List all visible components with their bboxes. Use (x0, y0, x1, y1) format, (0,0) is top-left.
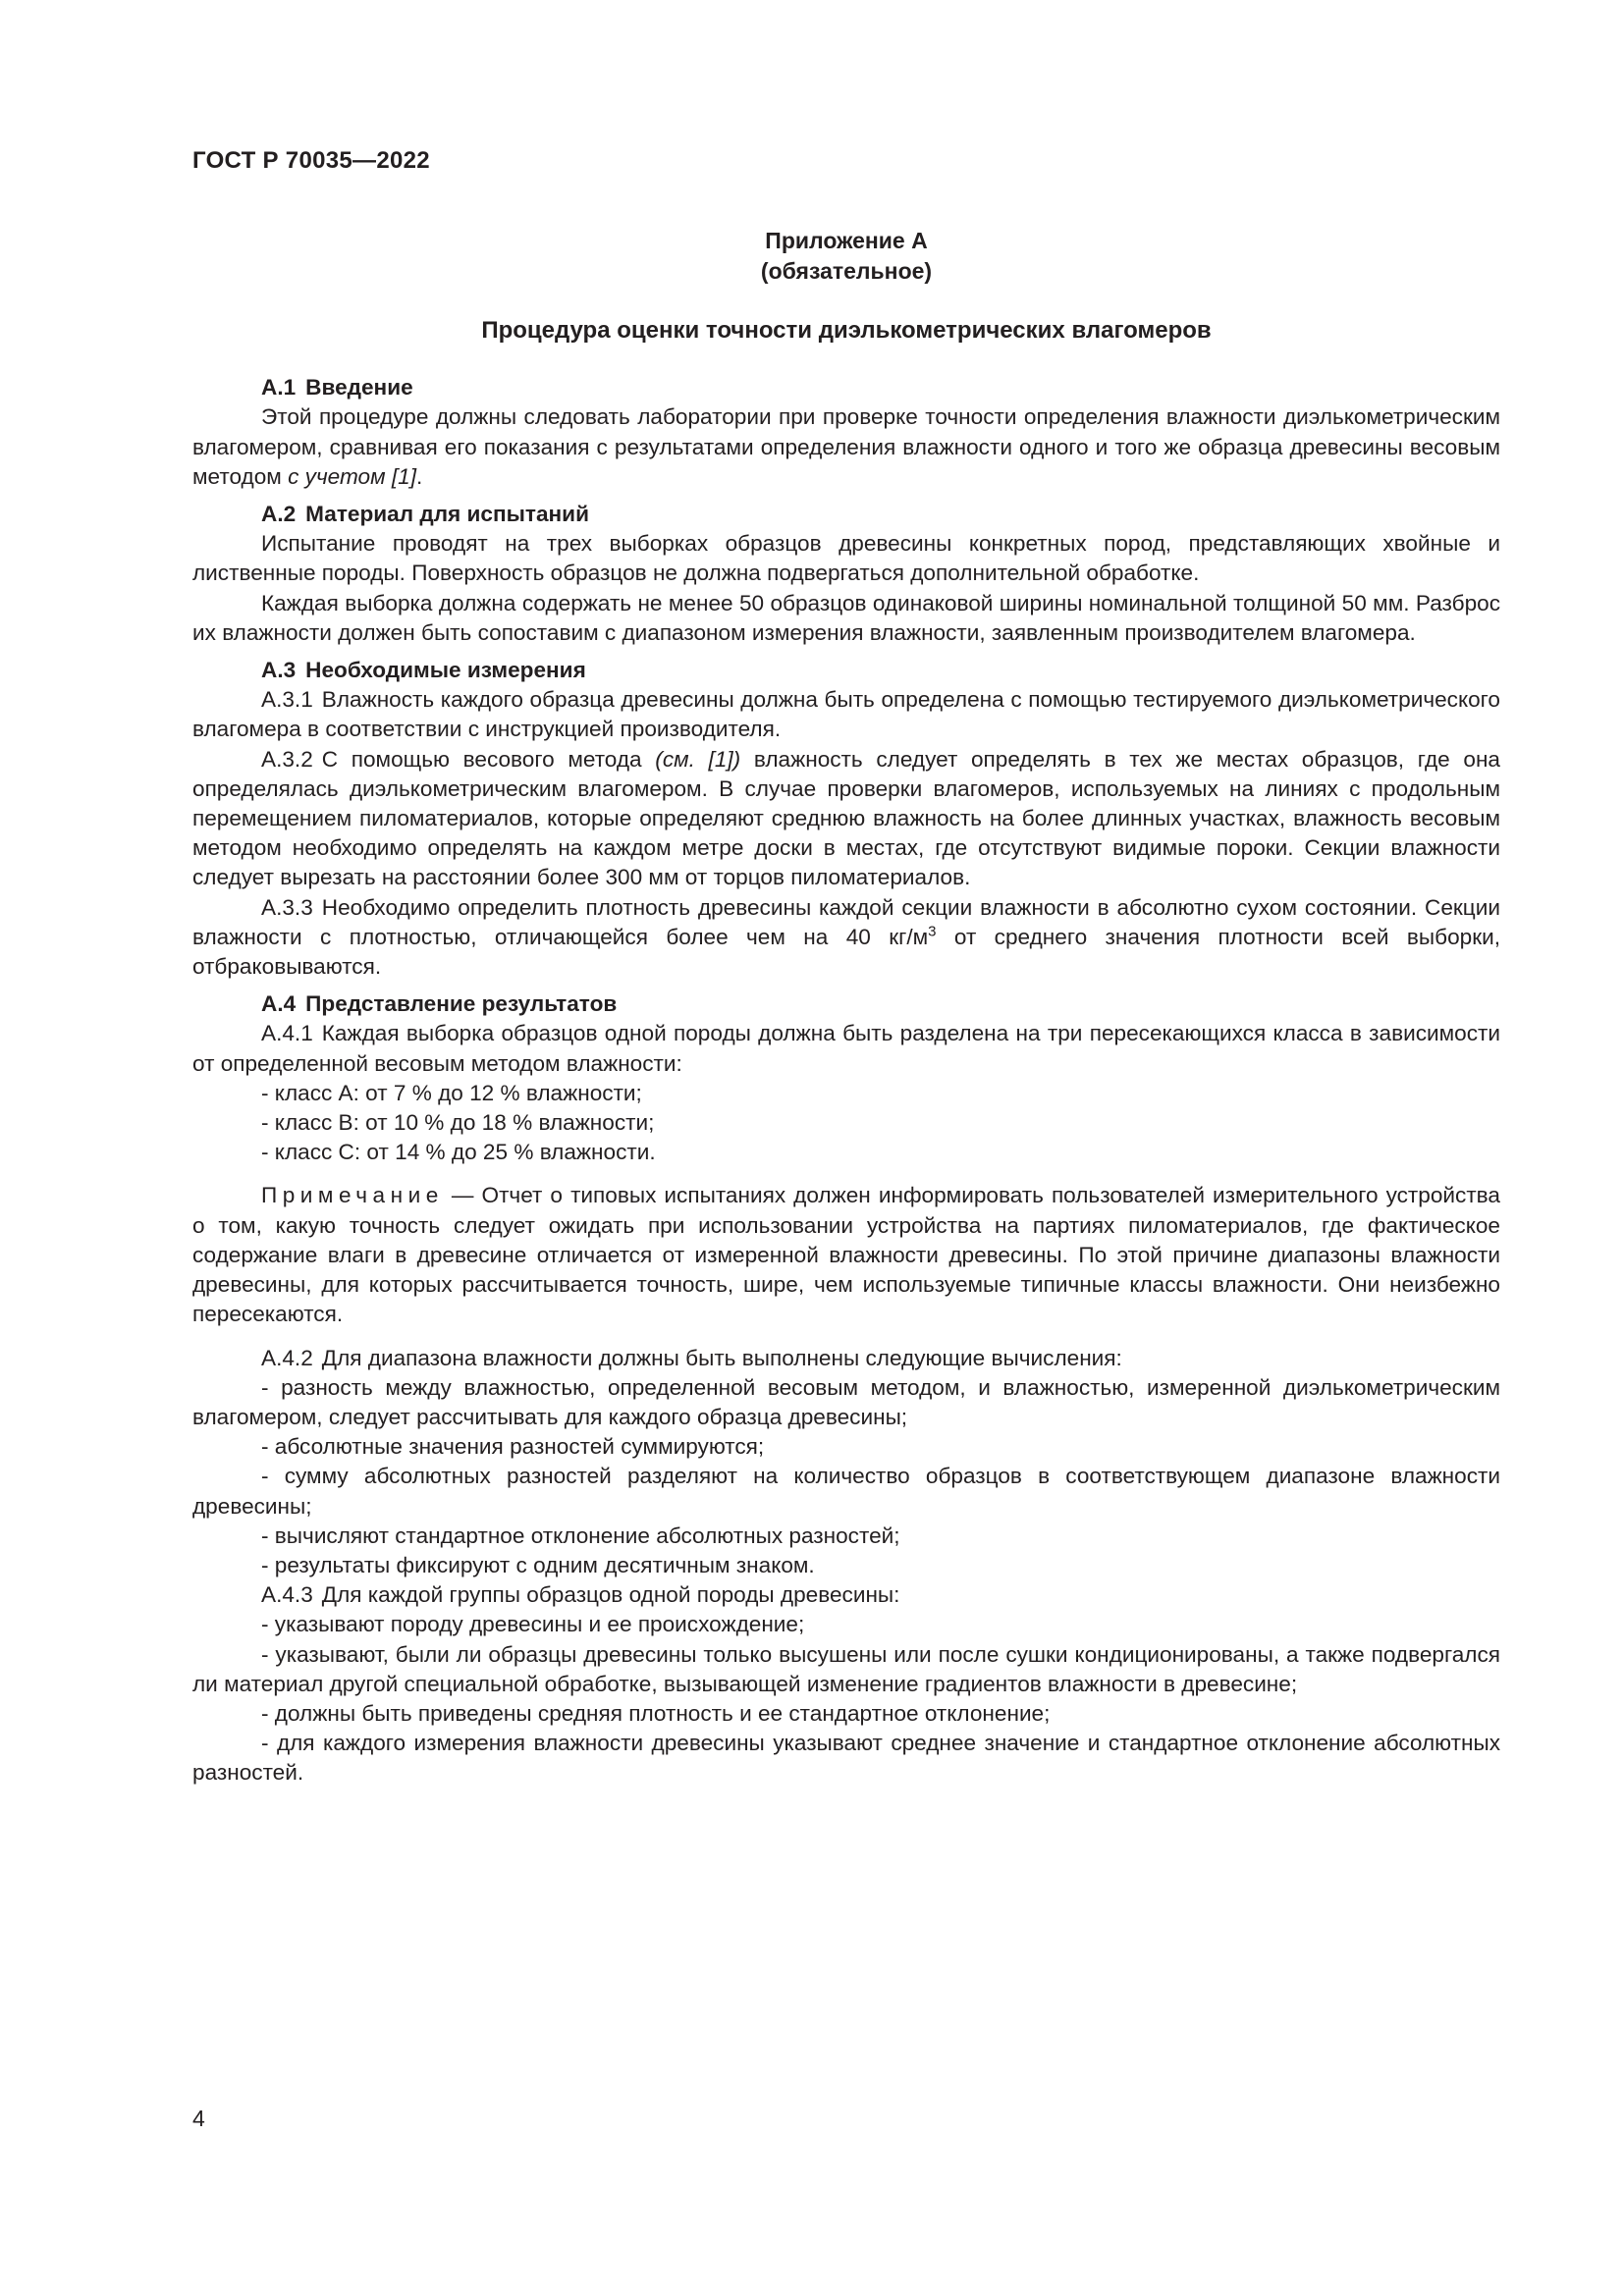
superscript: 3 (928, 923, 937, 940)
section-heading-a2 (192, 500, 1500, 529)
list-item: - результаты фиксируют с одним десятичным знаком. (261, 1552, 815, 1577)
list-item: - для каждого измерения влажности древесины указывают среднее значение и стандартное отклонение абсолютных разностей. (192, 1731, 1500, 1786)
appendix-title: Процедура оценки точности диэлькометрических влагомеров (481, 317, 1212, 344)
clause-number: А.4.3 (261, 1582, 313, 1608)
appendix-status: (обязательное) (760, 258, 933, 284)
paragraph-text: Для диапазона влажности должны быть выполнены следующие вычисления: (321, 1345, 1122, 1370)
paragraph-text: Влажность каждого образца древесины должна быть определена с помощью тестируемого диэлькометрического влагомера в соответствии с инструкцией производителя. (192, 687, 1500, 742)
paragraph-text: . (415, 463, 423, 489)
page-content (192, 226, 1500, 1789)
list-item: - указывают породу древесины и ее происхождение; (261, 1612, 805, 1637)
section-number: А.3 (261, 658, 297, 683)
clause-number: А.3.2 (261, 746, 313, 772)
section-heading-a1 (192, 373, 1500, 402)
note-text: — Отчет о типовых испытаниях должен информировать пользователей измерительного устройства о том, какую точность следует ожидать при использовании устройства на партиях пиломатериалов, где фактическое содержание влаги в древесине отличается от измеренной влажности древесины. По этой причине диапазоны влажности древесины, для которых рассчитывается точность, шире, чем используемые типичные классы влажности. Они неизбежно пересекаются. (192, 1183, 1500, 1327)
clause-number: А.3.1 (261, 687, 313, 713)
page-number: 4 (192, 2106, 205, 2131)
appendix-label: Приложение А (765, 228, 928, 253)
paragraph-a3-1 (192, 685, 1500, 744)
section-heading-a4 (192, 989, 1500, 1019)
document-header: ГОСТ Р 70035—2022 (192, 147, 430, 174)
section-title: Введение (305, 375, 413, 400)
list-item: - сумму абсолютных разностей разделяют на количество образцов в соответствующем диапазоне влажности древесины; (192, 1464, 1500, 1519)
paragraph-text: влажность следует определять в тех же местах образцов, где она определялась диэлькометрическим влагомером. В случае проверки влагомеров, используемых на линиях с продольным перемещением пиломатериалов, которые определяют среднюю влажность на более длинных участках, влажность весовым методом необходимо определять на каждом метре доски в местах, где отсутствуют видимые пороки. Секции влажности следует вырезать на расстоянии более 300 мм от торцов пиломатериалов. (192, 746, 1500, 890)
paragraph-a4-2 (192, 1344, 1500, 1373)
paragraph (192, 402, 1500, 492)
paragraph: Каждая выборка должна содержать не менее 50 образцов одинаковой ширины номинальной толщиной 50 мм. Разброс их влажности должен быть сопоставим с диапазоном измерения влажности, заявленным производителем влагомера. (192, 590, 1500, 645)
reference-text: (см. [1]) (655, 746, 741, 772)
list-item: - разность между влажностью, определенной весовым методом, и влажностью, измеренной диэлькометрическим влагомером, следует рассчитывать для каждого образца древесины; (192, 1374, 1500, 1429)
list-item-class: - класс В: от 10 % до 18 % влажности; (261, 1110, 655, 1136)
clause-number: А.3.3 (261, 894, 313, 920)
paragraph-a3-3 (192, 893, 1500, 983)
clause-number: А.4.1 (261, 1021, 313, 1046)
paragraph-a4-3 (192, 1580, 1500, 1610)
paragraph-a4-1 (192, 1019, 1500, 1078)
list-item: - указывают, были ли образцы древесины только высушены или после сушки кондиционированы, а также подвергался ли материал другой специальной обработке, вызывающей изменение градиентов влажности в древесине; (192, 1641, 1500, 1696)
clause-number: А.4.2 (261, 1345, 313, 1370)
list-item: - вычисляют стандартное отклонение абсолютных разностей; (261, 1522, 900, 1548)
section-number: А.2 (261, 502, 297, 527)
list-item-class: - класс А: от 7 % до 12 % влажности; (261, 1080, 642, 1105)
paragraph-text: С помощью весового метода (321, 746, 656, 772)
section-number: А.4 (261, 991, 297, 1017)
section-title: Материал для испытаний (305, 502, 589, 527)
list-item-class: - класс С: от 14 % до 25 % влажности. (261, 1140, 656, 1165)
paragraph-a3-2 (192, 745, 1500, 893)
paragraph-text: Каждая выборка образцов одной породы должна быть разделена на три пересекающихся класса в зависимости от определенной весовым методом влажности: (192, 1021, 1500, 1076)
list-item: - абсолютные значения разностей суммируются; (261, 1434, 765, 1460)
paragraph: Испытание проводят на трех выборках образцов древесины конкретных пород, представляющих хвойные и лиственные породы. Поверхность образцов не должна подвергаться дополнительной обработке. (192, 531, 1500, 586)
paragraph-text: Необходимо определить плотность древесины каждой секции влажности в абсолютно сухом состоянии. Секции влажности с плотностью, отличающейся более чем на 40 кг/м (192, 894, 1500, 949)
paragraph-text: от среднего значения плотности всей выборки, отбраковываются. (192, 924, 1500, 980)
section-heading-a3 (192, 656, 1500, 685)
section-title: Необходимые измерения (305, 658, 586, 683)
list-item: - должны быть приведены средняя плотность и ее стандартное отклонение; (261, 1700, 1051, 1726)
note-label: Примечание (261, 1183, 444, 1208)
reference-text: с учетом [1] (288, 463, 416, 489)
section-title: Представление результатов (305, 991, 618, 1017)
note (192, 1181, 1500, 1329)
paragraph-text: Этой процедуре должны следовать лаборатории при проверке точности определения влажности диэлькометрическим влагомером, сравнивая его показания с результатами определения влажности одного и того же образца древесины весовым методом (192, 404, 1500, 489)
section-number: А.1 (261, 375, 297, 400)
paragraph-text: Для каждой группы образцов одной породы древесины: (321, 1582, 900, 1608)
